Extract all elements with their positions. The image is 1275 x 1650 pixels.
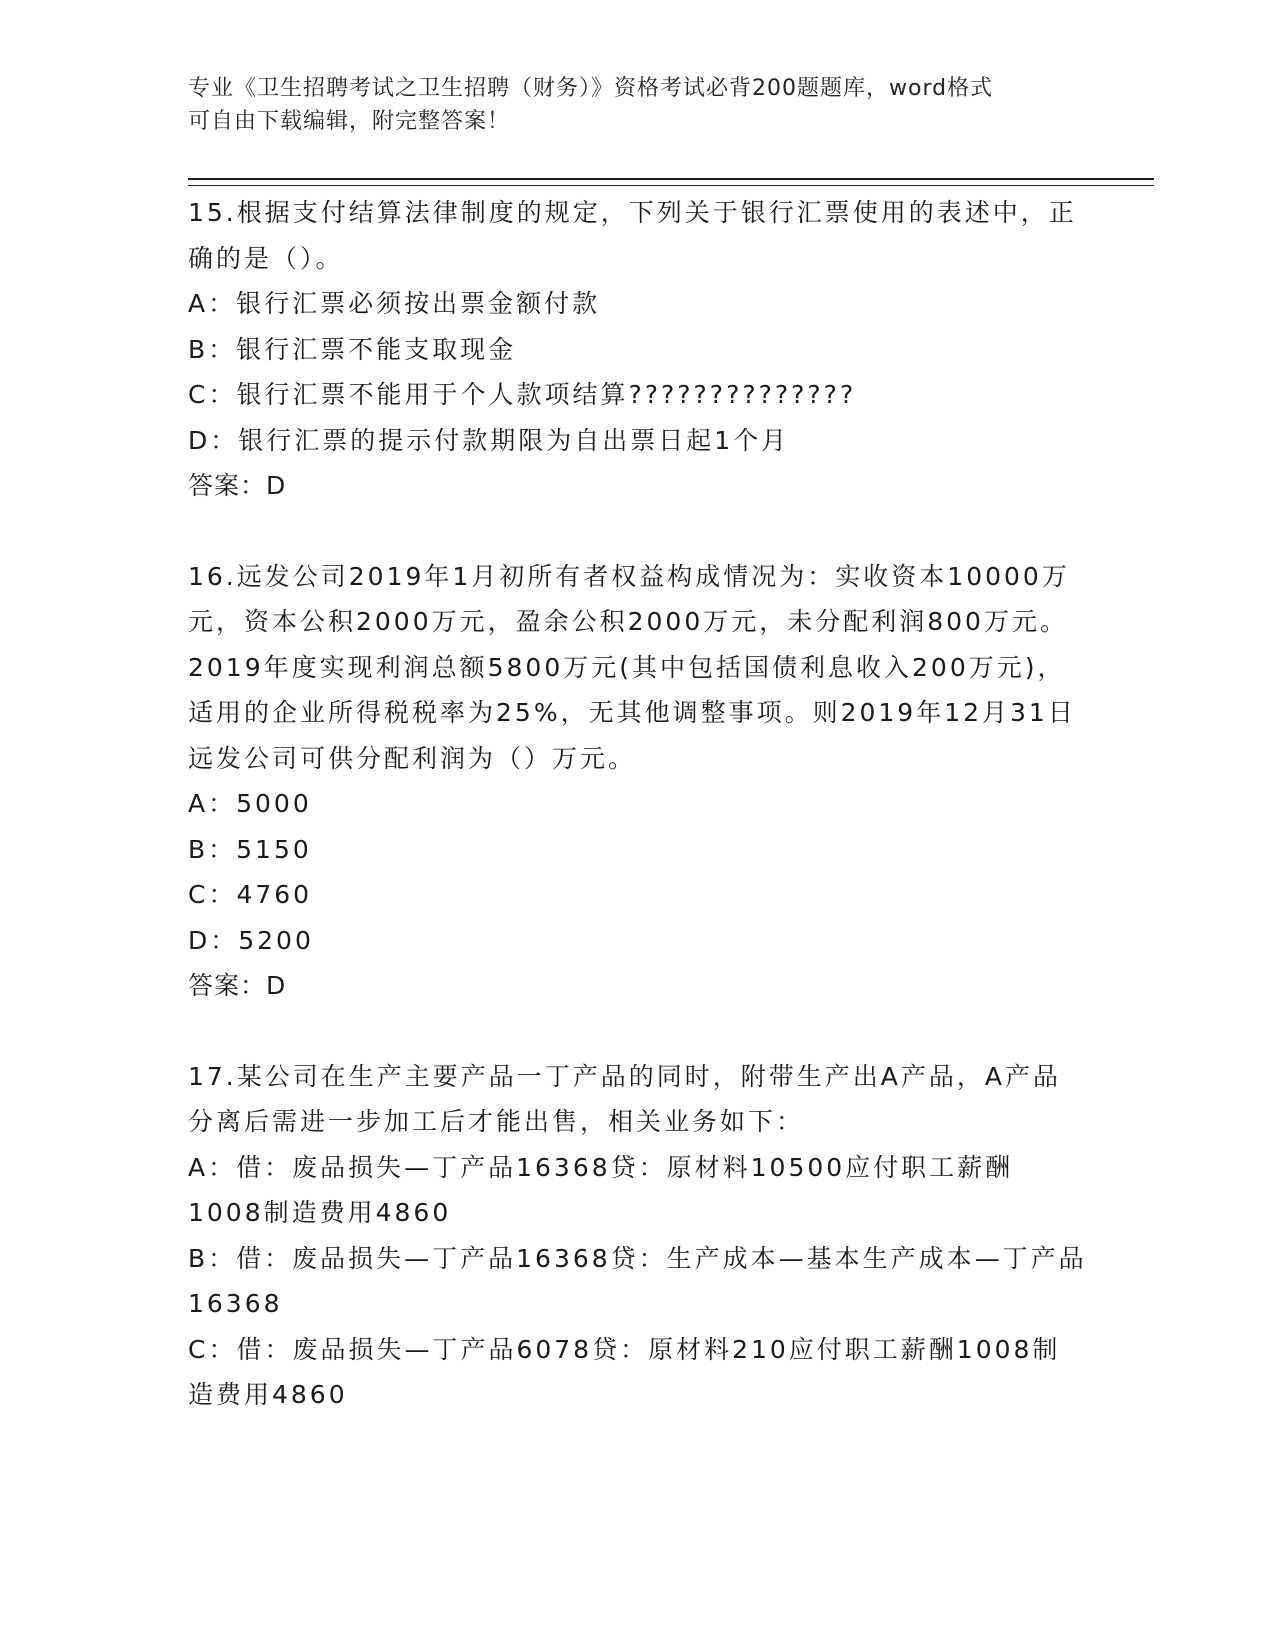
header-title-line-1: 专业《卫生招聘考试之卫生招聘（财务）》资格考试必背200题题库，word格式	[188, 76, 994, 101]
option-b: B：5150	[188, 834, 312, 864]
answer-line: 答案：D	[188, 971, 287, 1000]
option-a: A：5000	[188, 789, 312, 818]
question-17	[188, 1054, 1088, 1418]
answer-line: 答案：D	[188, 471, 287, 500]
option-c: C：4760	[188, 880, 313, 909]
question-15	[188, 190, 1088, 509]
document-header	[188, 72, 1088, 138]
question-list	[188, 190, 1088, 1418]
header-title-line-2: 可自由下载编辑，附完整答案！	[188, 109, 511, 134]
option-b: B：借：废品损失—丁产品16368贷：生产成本—基本生产成本—丁产品16368	[188, 1243, 1087, 1318]
option-c: C：银行汇票不能用于个人款项结算??????????????	[188, 380, 857, 409]
option-a: A：银行汇票必须按出票金额付款	[188, 289, 601, 318]
option-b: B：银行汇票不能支取现金	[188, 334, 517, 364]
option-c: C：借：废品损失—丁产品6078贷：原材料210应付职工薪酬1008制造费用4860	[188, 1334, 1061, 1409]
question-stem: 16.远发公司2019年1月初所有者权益构成情况为：实收资本10000万元，资本公积2000万元，盈余公积2000万元，未分配利润800万元。2019年度实现利润总额5800万元(其中包括国债利息收入200万元)，适用的企业所得税税率为25%，无其他调整事项。则2019年12月31日远发公司可供分配利润为（）万元。	[188, 561, 1076, 773]
option-a: A：借：废品损失—丁产品16368贷：原材料10500应付职工薪酬1008制造费用4860	[188, 1152, 1014, 1227]
option-d: D：5200	[188, 925, 314, 955]
header-double-rule	[188, 178, 1154, 186]
option-d: D：银行汇票的提示付款期限为自出票日起1个月	[188, 425, 790, 455]
question-16	[188, 554, 1088, 1009]
question-stem: 17.某公司在生产主要产品一丁产品的同时，附带生产出A产品，A产品分离后需进一步加工后才能出售，相关业务如下：	[188, 1061, 1061, 1136]
question-stem: 15.根据支付结算法律制度的规定，下列关于银行汇票使用的表述中，正确的是（）。	[188, 198, 1077, 273]
